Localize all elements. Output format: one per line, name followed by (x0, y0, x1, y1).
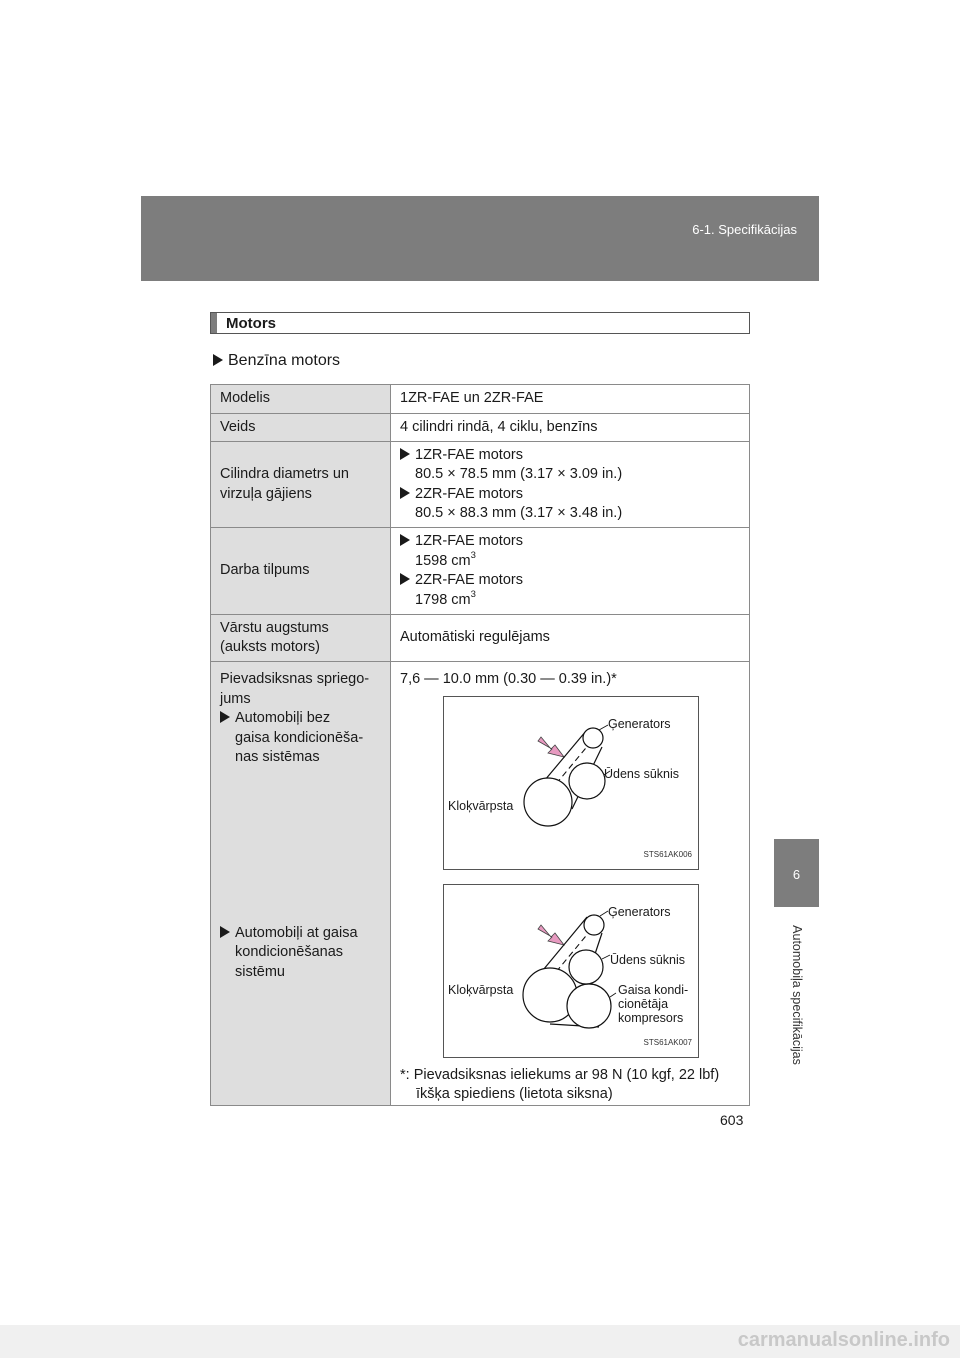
water-pump-label: Ūdens sūknis (604, 766, 680, 781)
ac-label-line1: Gaisa kondi- (618, 982, 689, 997)
model-label: Modelis (211, 385, 391, 414)
belt-diagram-with-ac (443, 884, 699, 1058)
leader-line (610, 993, 616, 997)
section-bar-accent (211, 313, 217, 333)
belt-case1-line2: gaisa kondicionēša- (235, 729, 364, 746)
arrow-icon (538, 737, 564, 757)
bore-stroke-label (211, 442, 391, 528)
ac-compressor-pulley (567, 984, 611, 1028)
belt-label (211, 662, 391, 1106)
header-band (141, 196, 819, 281)
ac-label-line3: kompresors (618, 1010, 684, 1025)
belt-value (391, 662, 750, 1106)
triangle-bullet-icon (220, 926, 230, 938)
belt-case2-title (220, 924, 381, 944)
chapter-tab-number (774, 839, 819, 907)
section-title-bar (210, 312, 750, 334)
disp-1zr-unit-exponent: 3 (470, 549, 476, 561)
generator-label: Ģenerators (608, 904, 671, 919)
chapter-number: 6 (792, 867, 801, 882)
belt-case2-line1: Automobiļi at gaisa (235, 924, 358, 941)
belt-label-spacer (220, 768, 381, 924)
belt-label-line1: Pievadsiksnas spriego- (220, 671, 370, 687)
disp-2zr-title-text: 2ZR-FAE motors (415, 572, 523, 588)
footnote-line1: *: Pievadsiksnas ieliekums ar 98 N (10 kgf, 22 lbf) (400, 1066, 720, 1083)
leader-line (600, 911, 608, 916)
footnote-line2: īkšķa spiediens (lietota siksna) (416, 1086, 613, 1102)
triangle-bullet-icon (400, 448, 410, 460)
bore-1zr-value: 80.5 × 78.5 mm (3.17 × 3.09 in.) (415, 466, 623, 482)
subheading (213, 352, 340, 370)
crankshaft-pulley (524, 778, 572, 826)
page-number: 603 (720, 1112, 744, 1128)
table-row-model (211, 385, 750, 414)
generator-pulley (583, 728, 603, 748)
crankshaft-label: Kloķvārpsta (448, 982, 514, 997)
water-pump-label: Ūdens sūknis (610, 952, 686, 967)
leader-line (599, 725, 608, 730)
disp-2zr-unit-exponent: 3 (470, 588, 476, 600)
triangle-bullet-icon (220, 711, 230, 723)
model-value: 1ZR-FAE un 2ZR-FAE (391, 385, 750, 414)
figure-code: STS61AK007 (643, 1038, 692, 1047)
triangle-bullet-icon (400, 534, 410, 546)
bore-2zr-title-text: 2ZR-FAE motors (415, 485, 523, 502)
belt-diagram-no-ac (443, 696, 699, 870)
triangle-bullet-icon (213, 354, 223, 366)
bore-2zr-title (400, 485, 740, 505)
disp-2zr-number: 1798 cm (415, 591, 471, 608)
displacement-value (391, 528, 750, 615)
valve-label-line1: Vārstu augstums (220, 619, 329, 636)
belt-label-line2: jums (220, 690, 251, 707)
subheading-text: Benzīna motors (228, 352, 341, 369)
type-value: 4 cilindri rindā, 4 ciklu, benzīns (391, 414, 750, 442)
disp-1zr-number: 1598 cm (415, 552, 471, 569)
arrow-icon (538, 925, 564, 945)
valve-label-line2: (auksts motors) (220, 639, 320, 655)
triangle-bullet-icon (400, 487, 410, 499)
chapter-tab (774, 907, 819, 1083)
table-row-bore-stroke (211, 442, 750, 528)
disp-2zr-title (400, 571, 740, 591)
disp-1zr-title-text: 1ZR-FAE motors (415, 533, 523, 549)
figure-code: STS61AK006 (643, 850, 692, 859)
bore-stroke-value (391, 442, 750, 528)
valve-label (211, 615, 391, 662)
bore-label-line2: virzuļa gājiens (220, 485, 312, 502)
valve-value: Automātiski regulējams (391, 615, 750, 662)
table-row-type (211, 414, 750, 442)
belt-case2-line3: sistēmu (235, 963, 285, 980)
engine-spec-table (210, 384, 750, 1106)
generator-label: Ģenerators (608, 716, 671, 731)
belt-case1-line1: Automobiļi bez (235, 710, 331, 726)
watermark-band (0, 1325, 960, 1358)
type-label: Veids (211, 414, 391, 442)
watermark-text: carmanualsonline.info (737, 1329, 950, 1351)
water-pump-pulley (569, 950, 603, 984)
generator-pulley (584, 915, 604, 935)
table-row-valve-clearance (211, 615, 750, 662)
table-row-displacement (211, 528, 750, 615)
chapter-title: Automobiļa specifikācijas (789, 925, 804, 1065)
crankshaft-label: Kloķvārpsta (448, 798, 514, 813)
chapter-section-title: 6-1. Specifikācijas (692, 222, 797, 237)
table-row-belt-tension (211, 662, 750, 1106)
leader-line (602, 955, 610, 959)
belt-case1-title (220, 709, 381, 729)
disp-1zr-title (400, 532, 740, 552)
belt-deflection-value: 7,6 — 10.0 mm (0.30 — 0.39 in.)* (400, 671, 617, 687)
water-pump-pulley (569, 763, 605, 799)
belt-case1-line3: nas sistēmas (235, 749, 320, 765)
bore-1zr-title-text: 1ZR-FAE motors (415, 446, 523, 463)
belt-case2-line2: kondicionēšanas (235, 944, 344, 960)
ac-label-line2: cionētāja (618, 996, 669, 1011)
bore-label-line1: Cilindra diametrs un (220, 466, 349, 482)
displacement-label: Darba tilpums (211, 528, 391, 615)
bore-1zr-title (400, 446, 740, 466)
ac-compressor-label (618, 983, 688, 1025)
bore-2zr-value: 80.5 × 88.3 mm (3.17 × 3.48 in.) (415, 505, 623, 521)
section-title: Motors (226, 315, 276, 332)
triangle-bullet-icon (400, 573, 410, 585)
disp-2zr-value (400, 588, 740, 611)
disp-1zr-value (400, 549, 740, 572)
